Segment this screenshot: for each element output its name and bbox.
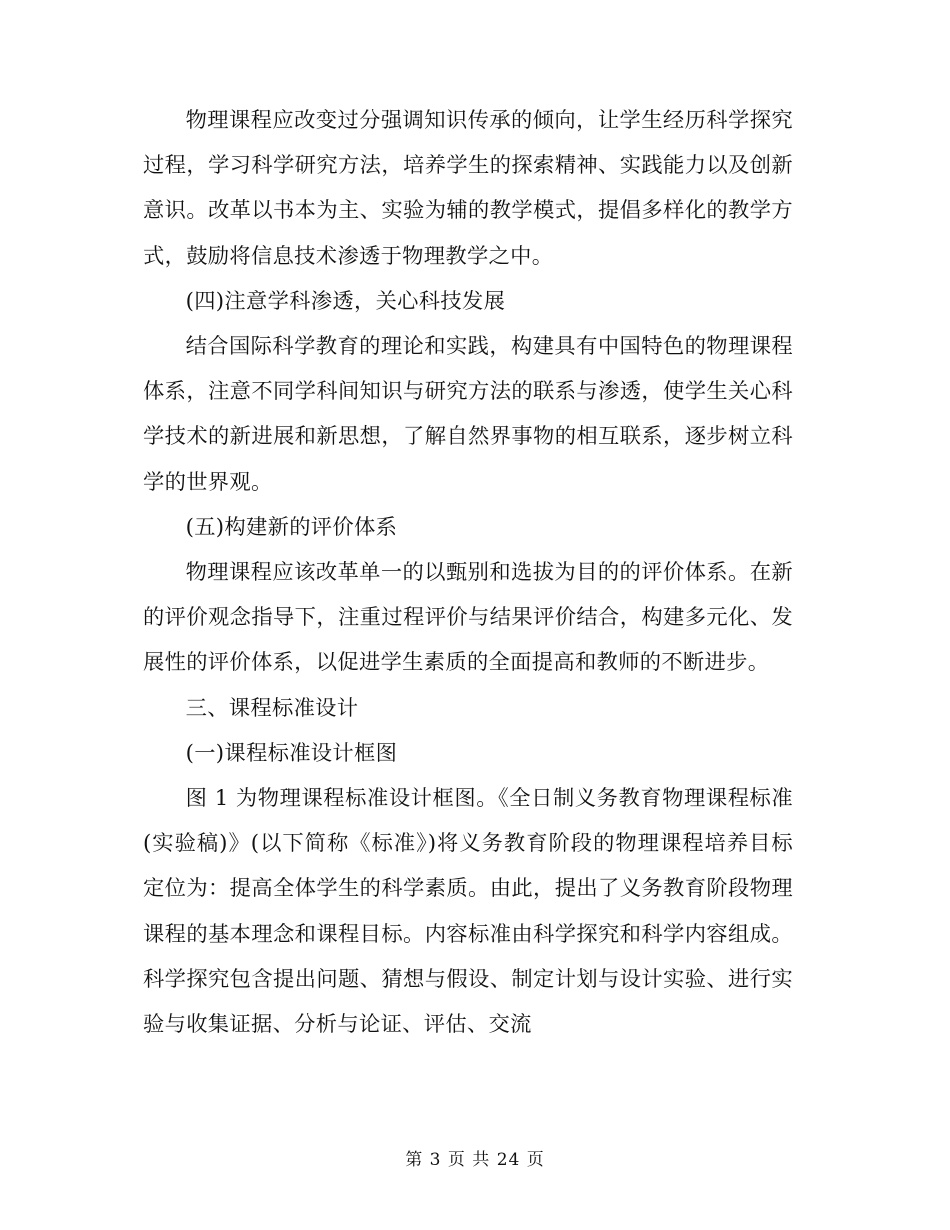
paragraph-interdisciplinary: 结合国际科学教育的理论和实践，构建具有中国特色的物理课程体系，注意不同学科间知识与研究方法的联系与渗透，使学生关心科学技术的新进展和新思想，了解自然界事物的相互联系，逐步树立科学的世界观。 [143,334,793,495]
paragraph-evaluation: 物理课程应该改革单一的以甄别和选拔为目的的评价体系。在新的评价观念指导下，注重过程评价与结果评价结合，构建多元化、发展性的评价体系，以促进学生素质的全面提高和教师的不断进步。 [143,560,793,676]
paragraph-design-diagram: 图 1 为物理课程标准设计框图。《全日制义务教育物理课程标准(实验稿)》(以下简称《标准》)将义务教育阶段的物理课程培养目标定位为：提高全体学生的科学素质。由此，提出了义务教育阶段物理课程的基本理念和课程目标。内容标准由科学探究和科学内容组成。科学探究包含提出问题、猜想与假设、制定计划与设计实验、进行实验与收集证据、分析与论证、评估、交流 [143,786,793,1038]
paragraph-course-reform: 物理课程应改变过分强调知识传承的倾向，让学生经历科学探究过程，学习科学研究方法，培养学生的探索精神、实践能力以及创新意识。改革以书本为主、实验为辅的教学模式，提倡多样化的教学方式，鼓励将信息技术渗透于物理教学之中。 [143,108,793,269]
section-heading-evaluation: (五)构建新的评价体系 [185,514,398,540]
chapter-heading-standard-design: 三、课程标准设计 [185,695,359,721]
section-heading-interdisciplinary: (四)注意学科渗透，关心科技发展 [185,288,506,314]
page-number-footer: 第 3 页 共 24 页 [405,1150,545,1170]
section-heading-design-diagram: (一)课程标准设计框图 [185,740,398,766]
document-body [143,98,793,1047]
